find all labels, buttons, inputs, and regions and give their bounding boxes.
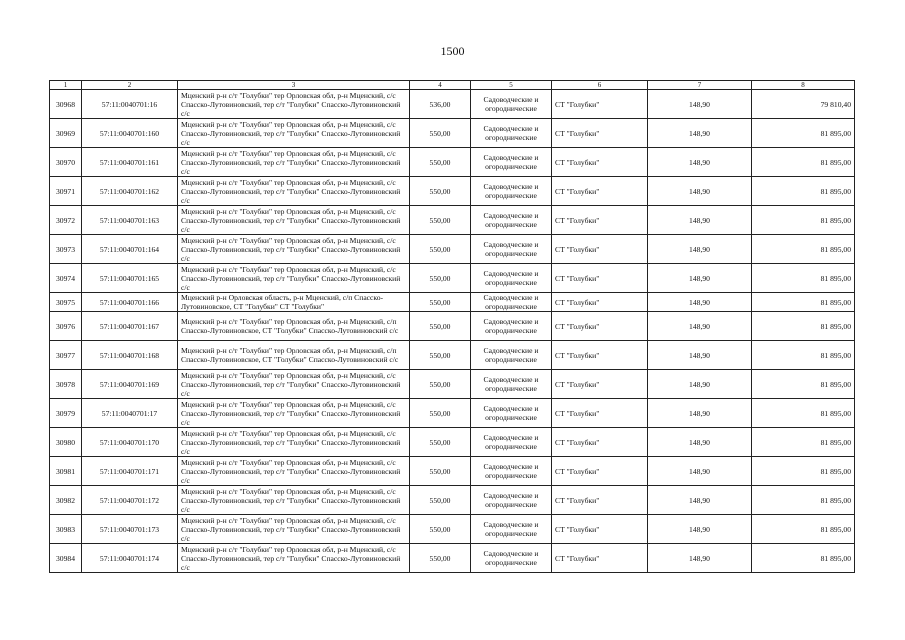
table-row: [50, 177, 855, 206]
cell-value: 81 895,00: [752, 370, 855, 399]
cell-area: 550,00: [410, 119, 471, 148]
cell-society: СТ "Голубки": [552, 515, 648, 544]
cell-area: 550,00: [410, 235, 471, 264]
cell-cadastral-number: 57:11:0040701:170: [82, 428, 178, 457]
cell-society: СТ "Голубки": [552, 119, 648, 148]
cell-row-number: 30972: [50, 206, 82, 235]
cell-row-number: 30971: [50, 177, 82, 206]
cell-land-use: Садоводческие и огороднические: [471, 428, 552, 457]
cell-land-use: Садоводческие и огороднические: [471, 177, 552, 206]
cell-land-use: Садоводческие и огороднические: [471, 293, 552, 312]
cell-rate: 148,90: [648, 235, 752, 264]
cell-cadastral-number: 57:11:0040701:168: [82, 341, 178, 370]
cell-cadastral-number: 57:11:0040701:172: [82, 486, 178, 515]
cell-address: Мценский р-н с/т "Голубки" тер Орловская обл, р-н Мценский, с/с Спасско-Лутовиновский, тер с/т "Голубки" Спасско-Лутовиновский с/с: [178, 515, 410, 544]
cell-address: Мценский р-н с/т "Голубки" тер Орловская обл, р-н Мценский, с/п Спасско-Лутовиновское, СТ "Голубки" Спасско-Лутовиновский с/с: [178, 341, 410, 370]
cell-rate: 148,90: [648, 370, 752, 399]
cell-society: СТ "Голубки": [552, 312, 648, 341]
cell-rate: 148,90: [648, 457, 752, 486]
cell-row-number: 30977: [50, 341, 82, 370]
cell-area: 550,00: [410, 428, 471, 457]
cell-society: СТ "Голубки": [552, 206, 648, 235]
cell-society: СТ "Голубки": [552, 293, 648, 312]
cell-society: СТ "Голубки": [552, 264, 648, 293]
table-row: [50, 293, 855, 312]
table-row: [50, 235, 855, 264]
cell-rate: 148,90: [648, 119, 752, 148]
cell-row-number: 30968: [50, 90, 82, 119]
table-row: [50, 457, 855, 486]
cell-society: СТ "Голубки": [552, 341, 648, 370]
cell-cadastral-number: 57:11:0040701:166: [82, 293, 178, 312]
cell-area: 550,00: [410, 515, 471, 544]
cell-cadastral-number: 57:11:0040701:165: [82, 264, 178, 293]
cell-address: Мценский р-н с/т "Голубки" тер Орловская обл, р-н Мценский, с/с Спасско-Лутовиновский, тер с/т "Голубки" Спасско-Лутовиновский с/с: [178, 544, 410, 573]
cell-row-number: 30976: [50, 312, 82, 341]
cell-society: СТ "Голубки": [552, 399, 648, 428]
cell-address: Мценский р-н с/т "Голубки" тер Орловская обл, р-н Мценский, с/с Спасско-Лутовиновский, тер с/т "Голубки" Спасско-Лутовиновский с/с: [178, 457, 410, 486]
cell-cadastral-number: 57:11:0040701:161: [82, 148, 178, 177]
cell-land-use: Садоводческие и огороднические: [471, 206, 552, 235]
cell-area: 550,00: [410, 177, 471, 206]
cell-rate: 148,90: [648, 544, 752, 573]
cell-rate: 148,90: [648, 399, 752, 428]
cell-value: 81 895,00: [752, 486, 855, 515]
table-row: [50, 119, 855, 148]
cell-cadastral-number: 57:11:0040701:160: [82, 119, 178, 148]
column-header-7: 7: [648, 81, 752, 90]
cell-society: СТ "Голубки": [552, 90, 648, 119]
cell-address: Мценский р-н с/т "Голубки" тер Орловская обл, р-н Мценский, с/с Спасско-Лутовиновский, тер с/т "Голубки" Спасско-Лутовиновский с/с: [178, 206, 410, 235]
cell-value: 81 895,00: [752, 148, 855, 177]
cell-row-number: 30978: [50, 370, 82, 399]
table-row: [50, 544, 855, 573]
column-header-3: 3: [178, 81, 410, 90]
cell-cadastral-number: 57:11:0040701:173: [82, 515, 178, 544]
cell-row-number: 30970: [50, 148, 82, 177]
table-row: [50, 264, 855, 293]
cell-area: 550,00: [410, 206, 471, 235]
table-row: [50, 370, 855, 399]
cell-rate: 148,90: [648, 264, 752, 293]
cell-address: Мценский р-н с/т "Голубки" тер Орловская обл, р-н Мценский, с/с Спасско-Лутовиновский, тер с/т "Голубки" Спасско-Лутовиновский с/с: [178, 370, 410, 399]
table-row: [50, 148, 855, 177]
cell-rate: 148,90: [648, 293, 752, 312]
table-row: [50, 312, 855, 341]
table-row: [50, 486, 855, 515]
table-row: [50, 90, 855, 119]
cell-value: 81 895,00: [752, 312, 855, 341]
cell-society: СТ "Голубки": [552, 457, 648, 486]
cell-rate: 148,90: [648, 312, 752, 341]
cell-value: 79 810,40: [752, 90, 855, 119]
cell-address: Мценский р-н с/т "Голубки" тер Орловская обл, р-н Мценский, с/с Спасско-Лутовиновский, тер с/т "Голубки" Спасско-Лутовиновский с/с: [178, 119, 410, 148]
cell-rate: 148,90: [648, 90, 752, 119]
cell-value: 81 895,00: [752, 428, 855, 457]
page-number: 1500: [440, 44, 465, 58]
cell-land-use: Садоводческие и огороднические: [471, 399, 552, 428]
cell-society: СТ "Голубки": [552, 370, 648, 399]
cell-land-use: Садоводческие и огороднические: [471, 341, 552, 370]
cell-land-use: Садоводческие и огороднические: [471, 515, 552, 544]
cell-cadastral-number: 57:11:0040701:171: [82, 457, 178, 486]
column-header-5: 5: [471, 81, 552, 90]
cell-value: 81 895,00: [752, 457, 855, 486]
cell-land-use: Садоводческие и огороднические: [471, 312, 552, 341]
cell-rate: 148,90: [648, 515, 752, 544]
column-header-2: 2: [82, 81, 178, 90]
cell-cadastral-number: 57:11:0040701:164: [82, 235, 178, 264]
cell-row-number: 30981: [50, 457, 82, 486]
cell-area: 550,00: [410, 457, 471, 486]
cell-area: 550,00: [410, 486, 471, 515]
cell-cadastral-number: 57:11:0040701:162: [82, 177, 178, 206]
cell-cadastral-number: 57:11:0040701:17: [82, 399, 178, 428]
cell-value: 81 895,00: [752, 206, 855, 235]
cell-row-number: 30975: [50, 293, 82, 312]
cell-land-use: Садоводческие и огороднические: [471, 486, 552, 515]
cell-value: 81 895,00: [752, 235, 855, 264]
column-header-1: 1: [50, 81, 82, 90]
cell-land-use: Садоводческие и огороднические: [471, 370, 552, 399]
cell-row-number: 30973: [50, 235, 82, 264]
column-header-4: 4: [410, 81, 471, 90]
cell-society: СТ "Голубки": [552, 148, 648, 177]
cell-row-number: 30980: [50, 428, 82, 457]
cell-area: 550,00: [410, 264, 471, 293]
cell-area: 550,00: [410, 312, 471, 341]
cell-area: 550,00: [410, 148, 471, 177]
cell-society: СТ "Голубки": [552, 486, 648, 515]
cell-rate: 148,90: [648, 341, 752, 370]
cell-rate: 148,90: [648, 148, 752, 177]
cell-land-use: Садоводческие и огороднические: [471, 119, 552, 148]
cell-society: СТ "Голубки": [552, 177, 648, 206]
cell-area: 550,00: [410, 399, 471, 428]
cell-value: 81 895,00: [752, 544, 855, 573]
cell-address: Мценский р-н с/т "Голубки" тер Орловская обл, р-н Мценский, с/с Спасско-Лутовиновский, тер с/т "Голубки" Спасско-Лутовиновский с/с: [178, 177, 410, 206]
cell-area: 550,00: [410, 370, 471, 399]
cell-value: 81 895,00: [752, 515, 855, 544]
table-row: [50, 206, 855, 235]
cell-cadastral-number: 57:11:0040701:16: [82, 90, 178, 119]
table-row: [50, 341, 855, 370]
cell-cadastral-number: 57:11:0040701:169: [82, 370, 178, 399]
cell-address: Мценский р-н с/т "Голубки" тер Орловская обл, р-н Мценский, с/с Спасско-Лутовиновский, тер с/т "Голубки" Спасско-Лутовиновский с/с: [178, 264, 410, 293]
cell-cadastral-number: 57:11:0040701:174: [82, 544, 178, 573]
cell-area: 550,00: [410, 544, 471, 573]
cell-area: 550,00: [410, 341, 471, 370]
cell-area: 536,00: [410, 90, 471, 119]
cell-address: Мценский р-н с/т "Голубки" тер Орловская обл, р-н Мценский, с/с Спасско-Лутовиновский, тер с/т "Голубки" Спасско-Лутовиновский с/с: [178, 486, 410, 515]
cell-land-use: Садоводческие и огороднические: [471, 544, 552, 573]
cell-value: 81 895,00: [752, 293, 855, 312]
cell-value: 81 895,00: [752, 119, 855, 148]
cell-value: 81 895,00: [752, 264, 855, 293]
cell-rate: 148,90: [648, 486, 752, 515]
cell-address: Мценский р-н с/т "Голубки" тер Орловская обл, р-н Мценский, с/с Спасско-Лутовиновский, тер с/т "Голубки" Спасско-Лутовиновский с/с: [178, 428, 410, 457]
cell-land-use: Садоводческие и огороднические: [471, 457, 552, 486]
cell-address: Мценский р-н с/т "Голубки" тер Орловская обл, р-н Мценский, с/с Спасско-Лутовиновский, тер с/т "Голубки" Спасско-Лутовиновский с/с: [178, 90, 410, 119]
cell-cadastral-number: 57:11:0040701:163: [82, 206, 178, 235]
cell-society: СТ "Голубки": [552, 235, 648, 264]
cell-row-number: 30983: [50, 515, 82, 544]
cell-land-use: Садоводческие и огороднические: [471, 90, 552, 119]
cell-area: 550,00: [410, 293, 471, 312]
cell-land-use: Садоводческие и огороднические: [471, 148, 552, 177]
cell-row-number: 30979: [50, 399, 82, 428]
table-row: [50, 515, 855, 544]
cell-address: Мценский р-н с/т "Голубки" тер Орловская обл, р-н Мценский, с/с Спасско-Лутовиновский, тер с/т "Голубки" Спасско-Лутовиновский с/с: [178, 399, 410, 428]
column-header-8: 8: [752, 81, 855, 90]
column-header-6: 6: [552, 81, 648, 90]
table-body: [50, 90, 855, 573]
header-row: [50, 81, 855, 90]
cell-rate: 148,90: [648, 177, 752, 206]
cell-rate: 148,90: [648, 428, 752, 457]
cell-value: 81 895,00: [752, 177, 855, 206]
cell-row-number: 30974: [50, 264, 82, 293]
cell-society: СТ "Голубки": [552, 428, 648, 457]
cell-society: СТ "Голубки": [552, 544, 648, 573]
table-row: [50, 428, 855, 457]
cell-address: Мценский р-н с/т "Голубки" тер Орловская обл, р-н Мценский, с/п Спасско-Лутовиновское, СТ "Голубки" Спасско-Лутовиновский с/с: [178, 312, 410, 341]
cell-address: Мценский р-н с/т "Голубки" тер Орловская обл, р-н Мценский, с/с Спасско-Лутовиновский, тер с/т "Голубки" Спасско-Лутовиновский с/с: [178, 148, 410, 177]
cell-address: Мценский р-н Орловская область, р-н Мценский, с/п Спасско-Лутовиновское, СТ "Голубки" СТ "Голубки": [178, 293, 410, 312]
cell-rate: 148,90: [648, 206, 752, 235]
cell-address: Мценский р-н с/т "Голубки" тер Орловская обл, р-н Мценский, с/с Спасско-Лутовиновский, тер с/т "Голубки" Спасско-Лутовиновский с/с: [178, 235, 410, 264]
cell-value: 81 895,00: [752, 341, 855, 370]
cell-row-number: 30984: [50, 544, 82, 573]
cell-land-use: Садоводческие и огороднические: [471, 235, 552, 264]
cell-cadastral-number: 57:11:0040701:167: [82, 312, 178, 341]
cell-value: 81 895,00: [752, 399, 855, 428]
cell-land-use: Садоводческие и огороднические: [471, 264, 552, 293]
table-row: [50, 399, 855, 428]
land-plots-table: [49, 80, 855, 573]
cell-row-number: 30969: [50, 119, 82, 148]
cell-row-number: 30982: [50, 486, 82, 515]
